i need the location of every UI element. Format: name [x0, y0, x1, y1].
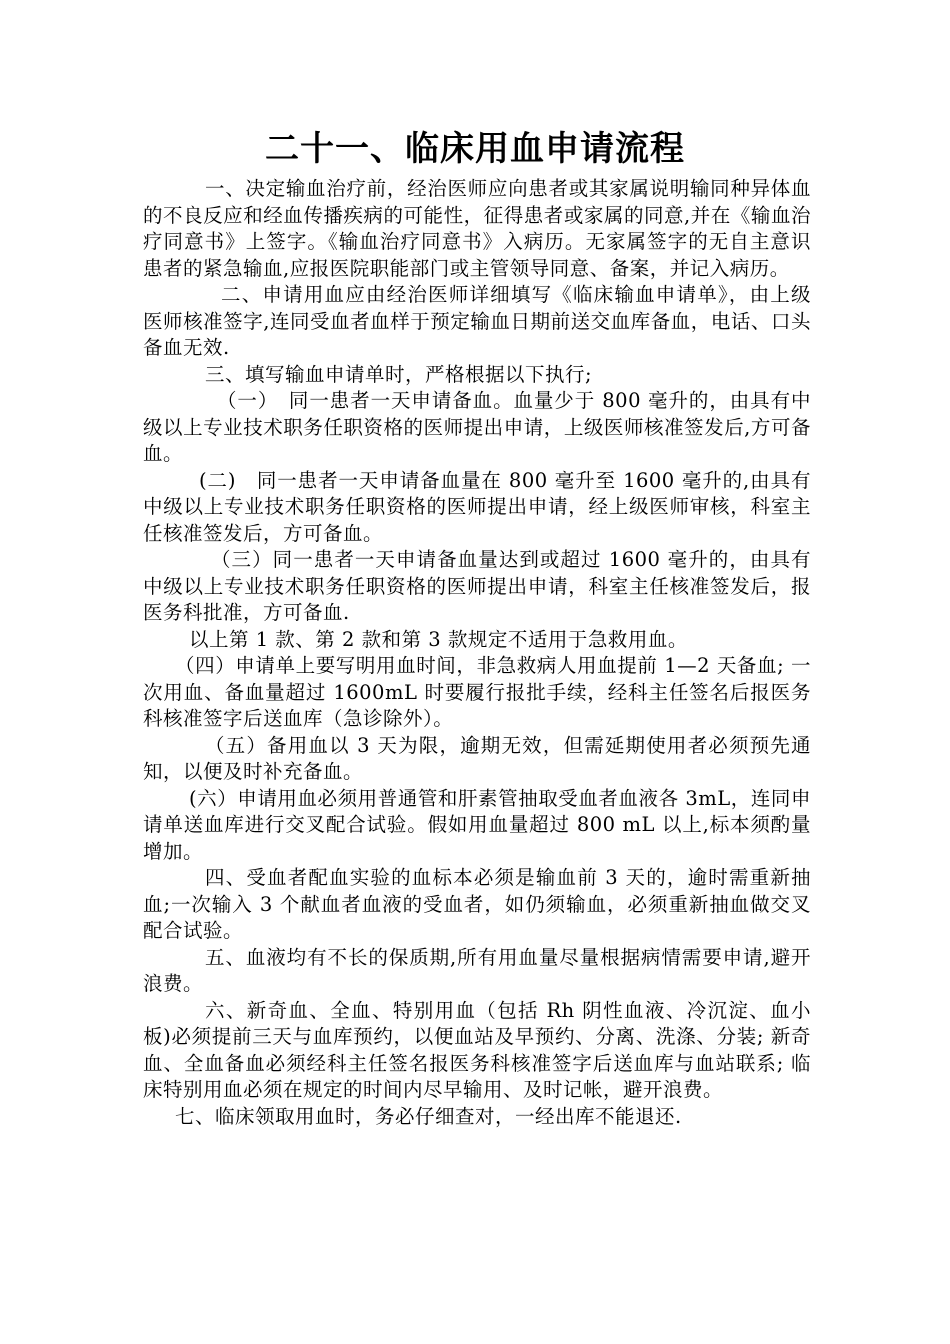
- document-title: 二十一、临床用血申请流程: [265, 129, 685, 169]
- paragraph-12: 五、血液均有不长的保质期,所有用血量尽量根据病情需要申请,避开浪费。: [143, 945, 811, 995]
- paragraph-3: 三、填写输血申请单时，严格根据以下执行;: [205, 362, 593, 386]
- paragraph-10: (六）申请用血必须用普通管和肝素管抽取受血者血液各 3mL，连同申请单送血库进行交叉配合试验。假如用血量超过 800 mL 以上,标本须酌量增加。: [143, 786, 811, 863]
- paragraph-9: （五）备用血以 3 天为限，逾期无效，但需延期使用者必须预先通知，以便及时补充备血。: [143, 733, 811, 783]
- paragraph-1: 一、决定输血治疗前，经治医师应向患者或其家属说明输同种异体血的不良反应和经血传播疾病的可能性，征得患者或家属的同意,并在《输血治疗同意书》上签字。《输血治疗同意书》入病历。无家属签字的无自主意识患者的紧急输血,应报医院职能部门或主管领导同意、备案，并记入病历。: [143, 177, 811, 280]
- document-body: [143, 176, 811, 1130]
- paragraph-4: （一） 同一患者一天申请备血。血量少于 800 毫升的，由具有中级以上专业技术职务任职资格的医师提出申请，上级医师核准签发后,方可备血。: [143, 389, 811, 465]
- paragraph-8: （四）申请单上要写明用血时间，非急救病人用血提前 1—2 天备血; 一次用血、备血量超过 1600mL 时要履行报批手续，经科主任签名后报医务科核准签字后送血库（急诊除外）。: [143, 654, 811, 730]
- paragraph-14: 七、临床领取用血时，务必仔细查对，一经出库不能退还.: [175, 1104, 682, 1128]
- paragraph-5: (二) 同一患者一天申请备血量在 800 毫升至 1600 毫升的,由具有中级以上专业技术职务任职资格的医师提出申请，经上级医师审核，科室主任核准签发后，方可备血。: [143, 468, 811, 545]
- paragraph-13: 六、新奇血、全血、特别用血（包括 Rh 阴性血液、冷沉淀、血小板)必须提前三天与血库预约，以便血站及早预约、分离、洗涤、分装; 新奇血、全血备血必须经科主任签名报医务科核准签字后送血库与血站联系; 临床特别用血必须在规定的时间内尽早输用、及时记帐，避开浪费。: [143, 998, 811, 1101]
- paragraph-11: 四、受血者配血实验的血标本必须是输血前 3 天的，逾时需重新抽血;一次输入 3 个献血者血液的受血者，如仍须输血，必须重新抽血做交叉配合试验。: [143, 866, 811, 942]
- paragraph-7: 以上第 1 款、第 2 款和第 3 款规定不适用于急救用血。: [189, 627, 688, 651]
- paragraph-6: （三）同一患者一天申请备血量达到或超过 1600 毫升的，由具有中级以上专业技术职务任职资格的医师提出申请，科室主任核准签发后，报医务科批准，方可备血.: [143, 548, 811, 624]
- paragraph-2: 二、申请用血应由经治医师详细填写《临床输血申请单》，由上级医师核准签字,连同受血者血样于预定输血日期前送交血库备血，电话、口头备血无效.: [143, 283, 811, 359]
